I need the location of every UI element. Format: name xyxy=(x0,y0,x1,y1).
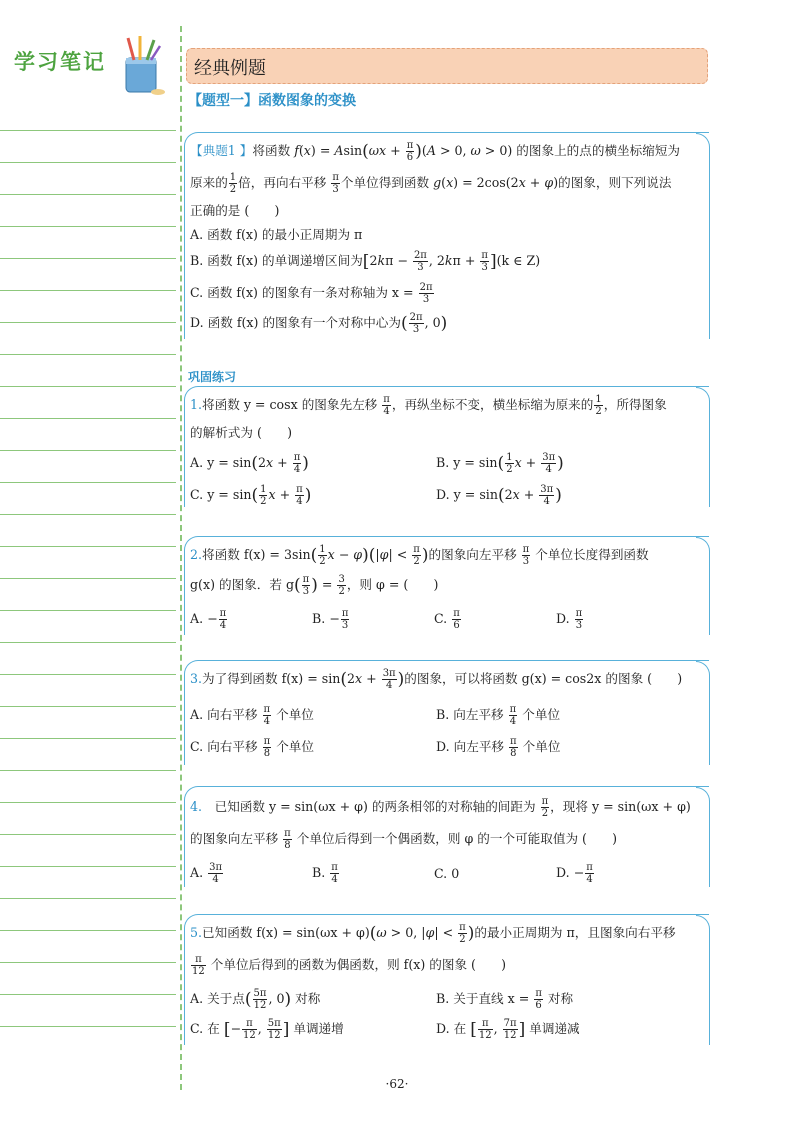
section-title: 经典例题 xyxy=(194,58,266,79)
note-line xyxy=(0,642,176,643)
question-2-option-d: D. $\frac{\pi}{3}$ xyxy=(556,608,583,631)
question-1-option-c: C. y = sin( $\frac{1}{2}$ x + $\frac{\pi}{4}$ ) xyxy=(190,484,312,507)
note-line xyxy=(0,930,176,931)
note-line xyxy=(0,578,176,579)
example-1-option-d: D. 函数 f(x) 的图象有一个对称中心为( $\frac{2\pi}{3}$ , 0) xyxy=(190,312,448,335)
type-heading: 【题型一】函数图象的变换 xyxy=(188,93,356,109)
question-5-option-a: A. 关于点( $\frac{5\pi}{12}$ , 0) 对称 xyxy=(190,988,321,1011)
note-line xyxy=(0,770,176,771)
question-2-option-c: C. $\frac{\pi}{6}$ xyxy=(434,608,460,631)
question-5-option-b: B. 关于直线 x = $\frac{\pi}{6}$ 对称 xyxy=(436,988,574,1011)
column-divider xyxy=(180,26,182,1090)
note-line xyxy=(0,738,176,739)
question-4-option-c: C. 0 xyxy=(434,866,460,881)
note-line xyxy=(0,674,176,675)
question-3-option-a: A. 向右平移 $\frac{\pi}{4}$ 个单位 xyxy=(190,704,314,727)
question-4-line-1: 4. 已知函数 y = sin(ωx + φ) 的两条相邻的对称轴的间距为 $\frac{\pi}{2}$ ，现将 y = sin(ωx + φ) xyxy=(190,796,691,819)
question-2-option-b: B. − $\frac{\pi}{3}$ xyxy=(312,608,349,631)
note-line xyxy=(0,610,176,611)
question-5-option-d: D. 在 [ $\frac{\pi}{12}$ , $\frac{7\pi}{12}$ ] 单调递减 xyxy=(436,1018,580,1041)
note-line xyxy=(0,194,176,195)
question-1-line-2: 的解析式为 ( ) xyxy=(190,425,292,440)
example-1-option-b: B. 函数 f(x) 的单调递增区间为[2kπ − $\frac{2\pi}{3}$ , 2kπ + $\frac{\pi}{3}$ ](k ∈ Z) xyxy=(190,250,541,273)
example-1-line-3: 正确的是 ( ) xyxy=(190,203,280,218)
note-line xyxy=(0,706,176,707)
note-line xyxy=(0,1026,176,1027)
notes-title: 学习笔记 xyxy=(14,49,106,74)
question-2-option-a: A. − $\frac{\pi}{4}$ xyxy=(190,608,227,631)
question-3-option-d: D. 向左平移 $\frac{\pi}{8}$ 个单位 xyxy=(436,736,561,759)
note-line xyxy=(0,898,176,899)
question-2-line-2: g(x) 的图象．若 g( $\frac{\pi}{3}$ ) = $\frac{3}{2}$ ，则 φ = ( ) xyxy=(190,574,439,597)
example-1-option-a: A. 函数 f(x) 的最小正周期为 π xyxy=(190,227,363,242)
note-line xyxy=(0,962,176,963)
note-line xyxy=(0,450,176,451)
note-line xyxy=(0,258,176,259)
question-2-line-1: 2.将函数 f(x) = 3sin( $\frac{1}{2}$ x − φ)(|φ| < $\frac{\pi}{2}$ )的图象向左平移 $\frac{\pi}{3}$ 个单位长度得到函数 xyxy=(190,544,649,567)
question-5-line-1: 5.已知函数 f(x) = sin(ωx + φ)(ω > 0, |φ| < $\frac{\pi}{2}$ )的最小正周期为 π，且图象向右平移 xyxy=(190,922,676,945)
example-1-option-c: C. 函数 f(x) 的图象有一条对称轴为 x = $\frac{2\pi}{3}$ xyxy=(190,282,433,305)
question-1-option-d: D. y = sin(2x + $\frac{3\pi}{4}$ ) xyxy=(436,484,562,507)
note-line xyxy=(0,994,176,995)
note-line xyxy=(0,834,176,835)
question-5-option-c: C. 在 [− $\frac{\pi}{12}$ , $\frac{5\pi}{12}$ ] 单调递增 xyxy=(190,1018,344,1041)
question-4-option-a: A. $\frac{3\pi}{4}$ xyxy=(190,862,223,885)
question-5-line-2: $\frac{\pi}{12}$ 个单位后得到的函数为偶函数，则 f(x) 的图象 ( ) xyxy=(192,954,507,977)
note-line xyxy=(0,354,176,355)
note-line xyxy=(0,386,176,387)
question-1-option-a: A. y = sin(2x + $\frac{\pi}{4}$ ) xyxy=(190,452,309,475)
example-1-line-2: 原来的 $\frac{1}{2}$ 倍，再向右平移 $\frac{\pi}{3}$ 个单位得到函数 g(x) = 2cos(2x + φ)的图象，则下列说法 xyxy=(190,172,672,195)
practice-heading: 巩固练习 xyxy=(188,370,237,384)
example-1-line-1: 【典题1 】将函数 f(x) = Asin(ωx + $\frac{\pi}{6}$ )(A > 0, ω > 0) 的图象上的点的横坐标缩短为 xyxy=(190,140,681,163)
note-line xyxy=(0,418,176,419)
question-3-option-c: C. 向右平移 $\frac{\pi}{8}$ 个单位 xyxy=(190,736,314,759)
note-line xyxy=(0,290,176,291)
note-line xyxy=(0,130,176,131)
note-line xyxy=(0,226,176,227)
note-line xyxy=(0,322,176,323)
example-tag: 【典题1 】 xyxy=(190,143,253,158)
note-line xyxy=(0,514,176,515)
question-4-option-d: D. − $\frac{\pi}{4}$ xyxy=(556,862,593,885)
question-3-option-b: B. 向左平移 $\frac{\pi}{4}$ 个单位 xyxy=(436,704,561,727)
note-line xyxy=(0,482,176,483)
question-1-option-b: B. y = sin( $\frac{1}{2}$ x + $\frac{3\pi}{4}$ ) xyxy=(436,452,564,475)
note-line xyxy=(0,866,176,867)
page-number: ·62· xyxy=(385,1077,409,1091)
question-1-line-1: 1.将函数 y = cosx 的图象先左移 $\frac{\pi}{4}$ ，再纵坐标不变，横坐标缩为原来的 $\frac{1}{2}$ ，所得图象 xyxy=(190,394,667,417)
note-line xyxy=(0,546,176,547)
question-3-line-1: 3.为了得到函数 f(x) = sin(2x + $\frac{3\pi}{4}$ )的图象，可以将函数 g(x) = cos2x 的图象 ( ) xyxy=(190,668,683,691)
pen-cup-icon xyxy=(120,36,166,96)
note-line xyxy=(0,802,176,803)
question-4-line-2: 的图象向左平移 $\frac{\pi}{8}$ 个单位后得到一个偶函数，则 φ 的一个可能取值为 ( ) xyxy=(190,828,618,851)
question-4-option-b: B. $\frac{\pi}{4}$ xyxy=(312,862,338,885)
note-line xyxy=(0,162,176,163)
